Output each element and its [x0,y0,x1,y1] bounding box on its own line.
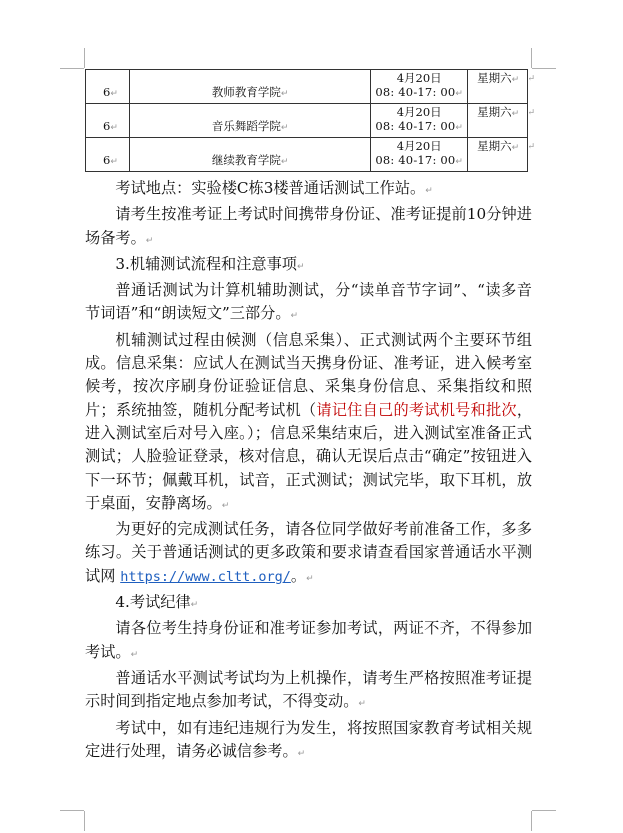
row-number: 6↵ [103,153,118,167]
exam-time: 08: 40-17: 00↵ [375,153,464,167]
test-procedure-paragraph: 机辅测试过程由候测（信息采集）、正式测试两个主要环节组成。信息采集：应试人在测试当天携身份证、准考证，进入候考室候考，按次序刷身份证验证信息、采集身份信息、采集指纹和照片；系统抽签，随机分配考试机（请记住自己的考试机号和批次，进入测试室后对号入座。）；信息采集结束后，进入测试室准备正式测试；人脸验证登录，核对信息，确认无误后点击“确定”按钮进入下一环节；佩戴耳机，试音，正式测试；测试完毕，取下耳机，放于桌面，安静离场。↵ [85,330,532,512]
exam-date: 4月20日 [396,105,442,119]
row-number: 6↵ [103,119,118,133]
crop-mark-tr-h [532,68,556,69]
row-end-mark: ↵ [527,142,535,152]
exam-date: 4月20日 [396,71,442,85]
table-row [86,70,528,104]
college-name: 音乐舞蹈学院↵ [211,119,289,133]
exam-time: 08: 40-17: 00↵ [375,119,464,133]
document-body [85,177,532,766]
crop-mark-tl-h [60,68,84,69]
exam-date: 4月20日 [396,139,442,153]
test-parts-paragraph: 普通话测试为计算机辅助测试，分“读单音节字词”、“读多音节词语”和“朗读短文”三部分。↵ [85,281,532,323]
table-row [86,104,528,138]
exam-time: 08: 40-17: 00↵ [375,85,464,99]
discipline-paragraph-2: 普通话水平测试考试均为上机操作，请考生严格按照准考证提示时间到指定地点参加考试，不得变动。↵ [85,668,532,711]
college-name: 继续教育学院↵ [211,153,289,167]
row-end-mark: ↵ [527,108,535,118]
exam-weekday: 星期六↵ [477,105,520,119]
row-number: 6↵ [103,85,118,99]
exam-location-paragraph: 考试地点：实验楼C栋3楼普通话测试工作站。↵ [115,179,433,197]
crop-mark-bl-v [84,811,85,831]
college-name: 教师教育学院↵ [211,85,289,99]
row-end-mark: ↵ [527,74,535,84]
id-reminder-paragraph: 请考生按准考证上考试时间携带身份证、准考证提前10分钟进场备考。↵ [85,205,532,247]
crop-mark-br-v [531,811,532,831]
crop-mark-br-h [532,810,556,811]
discipline-paragraph-1: 请各位考生持身份证和准考证参加考试，两证不齐，不得参加考试。↵ [85,619,532,661]
discipline-paragraph-3: 考试中，如有违纪违规行为发生，将按照国家教育考试相关规定进行处理，请务必诚信参考。↵ [85,718,532,760]
highlight-warning: 请记住自己的考试机号和批次 [316,400,517,419]
crop-mark-tr-v [531,48,532,68]
exam-weekday: 星期六↵ [477,139,520,153]
section-heading-discipline: 4.考试纪律↵ [115,593,199,612]
practice-paragraph: 为更好的完成测试任务，请各位同学做好考前准备工作，多多练习。关于普通话测试的更多政策和要求请查看国家普通话水平测试网 https://www.cltt.org/。↵ [85,520,532,585]
exam-weekday: 星期六↵ [477,71,520,85]
section-heading-process: 3.机辅测试流程和注意事项↵ [115,254,305,273]
cltt-website-link[interactable]: https://www.cltt.org/ [120,568,291,585]
crop-mark-tl-v [84,48,85,68]
schedule-table [85,69,535,172]
crop-mark-bl-h [60,810,84,811]
table-row [86,138,528,172]
